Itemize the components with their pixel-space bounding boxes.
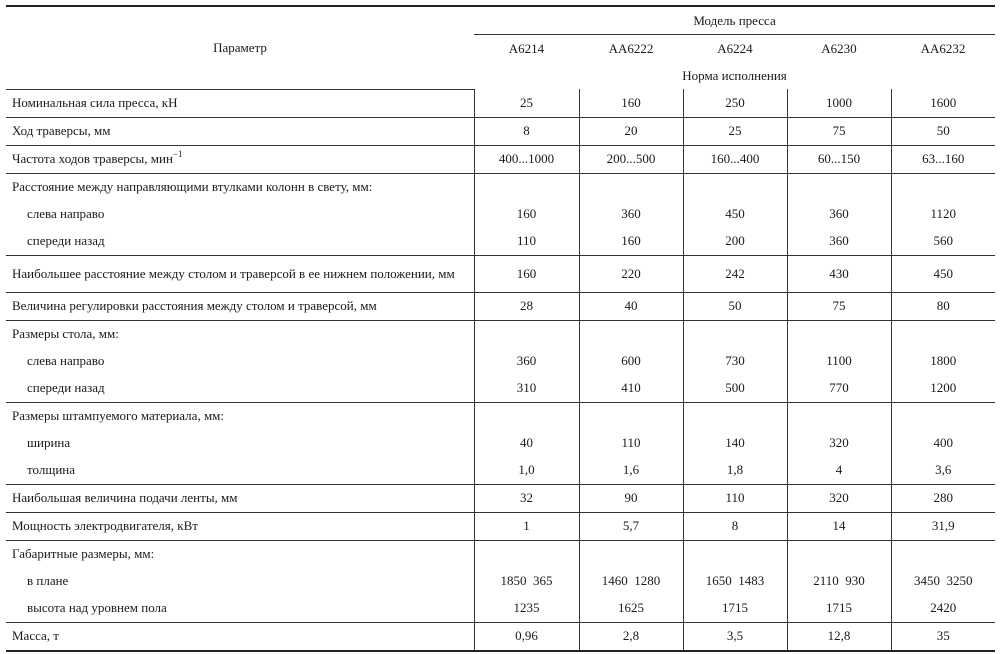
cell-value: 1,6 [579, 457, 683, 485]
cell-value [683, 402, 787, 430]
cell-value [787, 540, 891, 568]
cell-value [787, 173, 891, 201]
cell-value: 1 [474, 512, 579, 540]
cell-value: 360 [474, 348, 579, 375]
cell-value: 1000 [787, 89, 891, 117]
row-label: в плане [27, 573, 69, 588]
cell-value: 25 [683, 117, 787, 145]
cell-value: 1235 [474, 595, 579, 623]
row-label: спереди назад [6, 228, 474, 256]
table-row-group-heading [6, 402, 995, 430]
table-row [6, 568, 995, 595]
table-row [6, 255, 995, 292]
row-label: слева направо [27, 206, 105, 221]
table-row [6, 457, 995, 485]
cell-value: 1,8 [683, 457, 787, 485]
cell-value: 12,8 [787, 622, 891, 651]
table-row [6, 595, 995, 623]
table-row [6, 89, 995, 117]
cell-value: 63...160 [891, 145, 995, 173]
cell-value: 500 [683, 375, 787, 403]
table-row [6, 292, 995, 320]
cell-value: 2110 930 [787, 568, 891, 595]
cell-value: 3,5 [683, 622, 787, 651]
row-label: слева направо [27, 353, 105, 368]
cell-value [787, 402, 891, 430]
row-label: Величина регулировки расстояния между столом и траверсой, мм [6, 292, 474, 320]
cell-value [579, 402, 683, 430]
table-row [6, 117, 995, 145]
cell-value: 1200 [891, 375, 995, 403]
cell-value: 2420 [891, 595, 995, 623]
cell-value: 1100 [787, 348, 891, 375]
table-row [6, 201, 995, 228]
cell-value: 560 [891, 228, 995, 256]
unit-exponent: −1 [172, 149, 183, 159]
cell-value: 3,6 [891, 457, 995, 485]
cell-value: 110 [579, 430, 683, 457]
model-name: А6230 [821, 40, 857, 56]
cell-value: 360 [579, 201, 683, 228]
cell-value: 730 [683, 348, 787, 375]
row-label: Размеры стола, мм: [12, 326, 119, 341]
cell-value: 50 [683, 292, 787, 320]
table-row [6, 375, 995, 403]
cell-value: 400...1000 [474, 145, 579, 173]
cell-value [474, 402, 579, 430]
cell-value: 600 [579, 348, 683, 375]
cell-value [474, 320, 579, 348]
cell-value: 31,9 [891, 512, 995, 540]
table-row-group-heading [6, 173, 995, 201]
cell-value: 8 [683, 512, 787, 540]
row-label: Габаритные размеры, мм: [12, 546, 155, 561]
press-specs-table [6, 5, 995, 652]
cell-value: 320 [787, 484, 891, 512]
row-label: Номинальная сила пресса, кН [6, 89, 474, 117]
row-label [6, 145, 474, 173]
row-label: Ход траверсы, мм [6, 117, 474, 145]
cell-value [579, 173, 683, 201]
cell-value: 1460 1280 [579, 568, 683, 595]
cell-value: 1850 365 [474, 568, 579, 595]
row-label: ширина [27, 435, 71, 450]
cell-value: 140 [683, 430, 787, 457]
cell-value: 110 [474, 228, 579, 256]
cell-value: 360 [787, 201, 891, 228]
row-label: Наибольшее расстояние между столом и траверсой в ее нижнем положении, мм [6, 255, 474, 292]
cell-value [787, 320, 891, 348]
cell-value: 450 [891, 255, 995, 292]
cell-value: 1650 1483 [683, 568, 787, 595]
cell-value: 320 [787, 430, 891, 457]
table-row [6, 484, 995, 512]
cell-value: 160 [579, 228, 683, 256]
table-row [6, 145, 995, 173]
cell-value: 400 [891, 430, 995, 457]
cell-value: 250 [683, 89, 787, 117]
cell-value: 90 [579, 484, 683, 512]
cell-value: 1600 [891, 89, 995, 117]
cell-value [891, 320, 995, 348]
cell-value: 410 [579, 375, 683, 403]
cell-value: 25 [474, 89, 579, 117]
cell-value: 1800 [891, 348, 995, 375]
header-row-model [6, 6, 995, 35]
table-row [6, 228, 995, 256]
row-label: толщина [6, 457, 474, 485]
model-name: АА6222 [608, 40, 654, 56]
cell-value: 50 [891, 117, 995, 145]
cell-value: 200...500 [579, 145, 683, 173]
cell-value: 1120 [891, 201, 995, 228]
cell-value [474, 173, 579, 201]
cell-value: 40 [579, 292, 683, 320]
model-name: А6224 [717, 40, 753, 56]
cell-value: 110 [683, 484, 787, 512]
cell-value [683, 320, 787, 348]
cell-value: 14 [787, 512, 891, 540]
cell-value: 4 [787, 457, 891, 485]
table-row [6, 622, 995, 651]
cell-value: 40 [474, 430, 579, 457]
table-row-group-heading [6, 320, 995, 348]
cell-value: 80 [891, 292, 995, 320]
cell-value: 242 [683, 255, 787, 292]
cell-value: 20 [579, 117, 683, 145]
cell-value: 310 [474, 375, 579, 403]
cell-value [891, 540, 995, 568]
cell-value: 160 [474, 201, 579, 228]
table-row [6, 430, 995, 457]
cell-value: 28 [474, 292, 579, 320]
cell-value: 8 [474, 117, 579, 145]
table-row-group-heading [6, 540, 995, 568]
cell-value: 1625 [579, 595, 683, 623]
cell-value: 1715 [683, 595, 787, 623]
row-label: Размеры штампуемого материала, мм: [12, 408, 225, 423]
cell-value: 160 [474, 255, 579, 292]
cell-value: 2,8 [579, 622, 683, 651]
cell-value: 32 [474, 484, 579, 512]
cell-value [683, 173, 787, 201]
cell-value: 280 [891, 484, 995, 512]
cell-value [891, 173, 995, 201]
table-row [6, 512, 995, 540]
cell-value: 430 [787, 255, 891, 292]
cell-value: 75 [787, 292, 891, 320]
model-header: Модель пресса [474, 6, 995, 35]
cell-value: 60...150 [787, 145, 891, 173]
row-label-text: Частота ходов траверсы, мин [12, 151, 173, 166]
cell-value: 0,96 [474, 622, 579, 651]
cell-value: 5,7 [579, 512, 683, 540]
cell-value: 220 [579, 255, 683, 292]
table-row [6, 348, 995, 375]
cell-value: 450 [683, 201, 787, 228]
row-label: Мощность электродвигателя, кВт [6, 512, 474, 540]
cell-value: 770 [787, 375, 891, 403]
cell-value: 160 [579, 89, 683, 117]
cell-value: 1,0 [474, 457, 579, 485]
cell-value: 3450 3250 [891, 568, 995, 595]
row-label: Расстояние между направляющими втулками колонн в свету, мм: [12, 179, 373, 194]
cell-value: 1715 [787, 595, 891, 623]
row-label: высота над уровнем пола [6, 595, 474, 623]
cell-value: 35 [891, 622, 995, 651]
model-name: АА6232 [920, 40, 966, 56]
cell-value: 160...400 [683, 145, 787, 173]
cell-value [474, 540, 579, 568]
cell-value [579, 540, 683, 568]
cell-value: 360 [787, 228, 891, 256]
row-label: спереди назад [6, 375, 474, 403]
param-header: Параметр [6, 6, 474, 89]
cell-value: 200 [683, 228, 787, 256]
cell-value [683, 540, 787, 568]
cell-value [579, 320, 683, 348]
cell-value [891, 402, 995, 430]
norm-header: Норма исполнения [682, 67, 787, 83]
row-label: Наибольшая величина подачи ленты, мм [6, 484, 474, 512]
cell-value: 75 [787, 117, 891, 145]
model-name: А6214 [508, 40, 545, 56]
row-label: Масса, т [6, 622, 474, 651]
